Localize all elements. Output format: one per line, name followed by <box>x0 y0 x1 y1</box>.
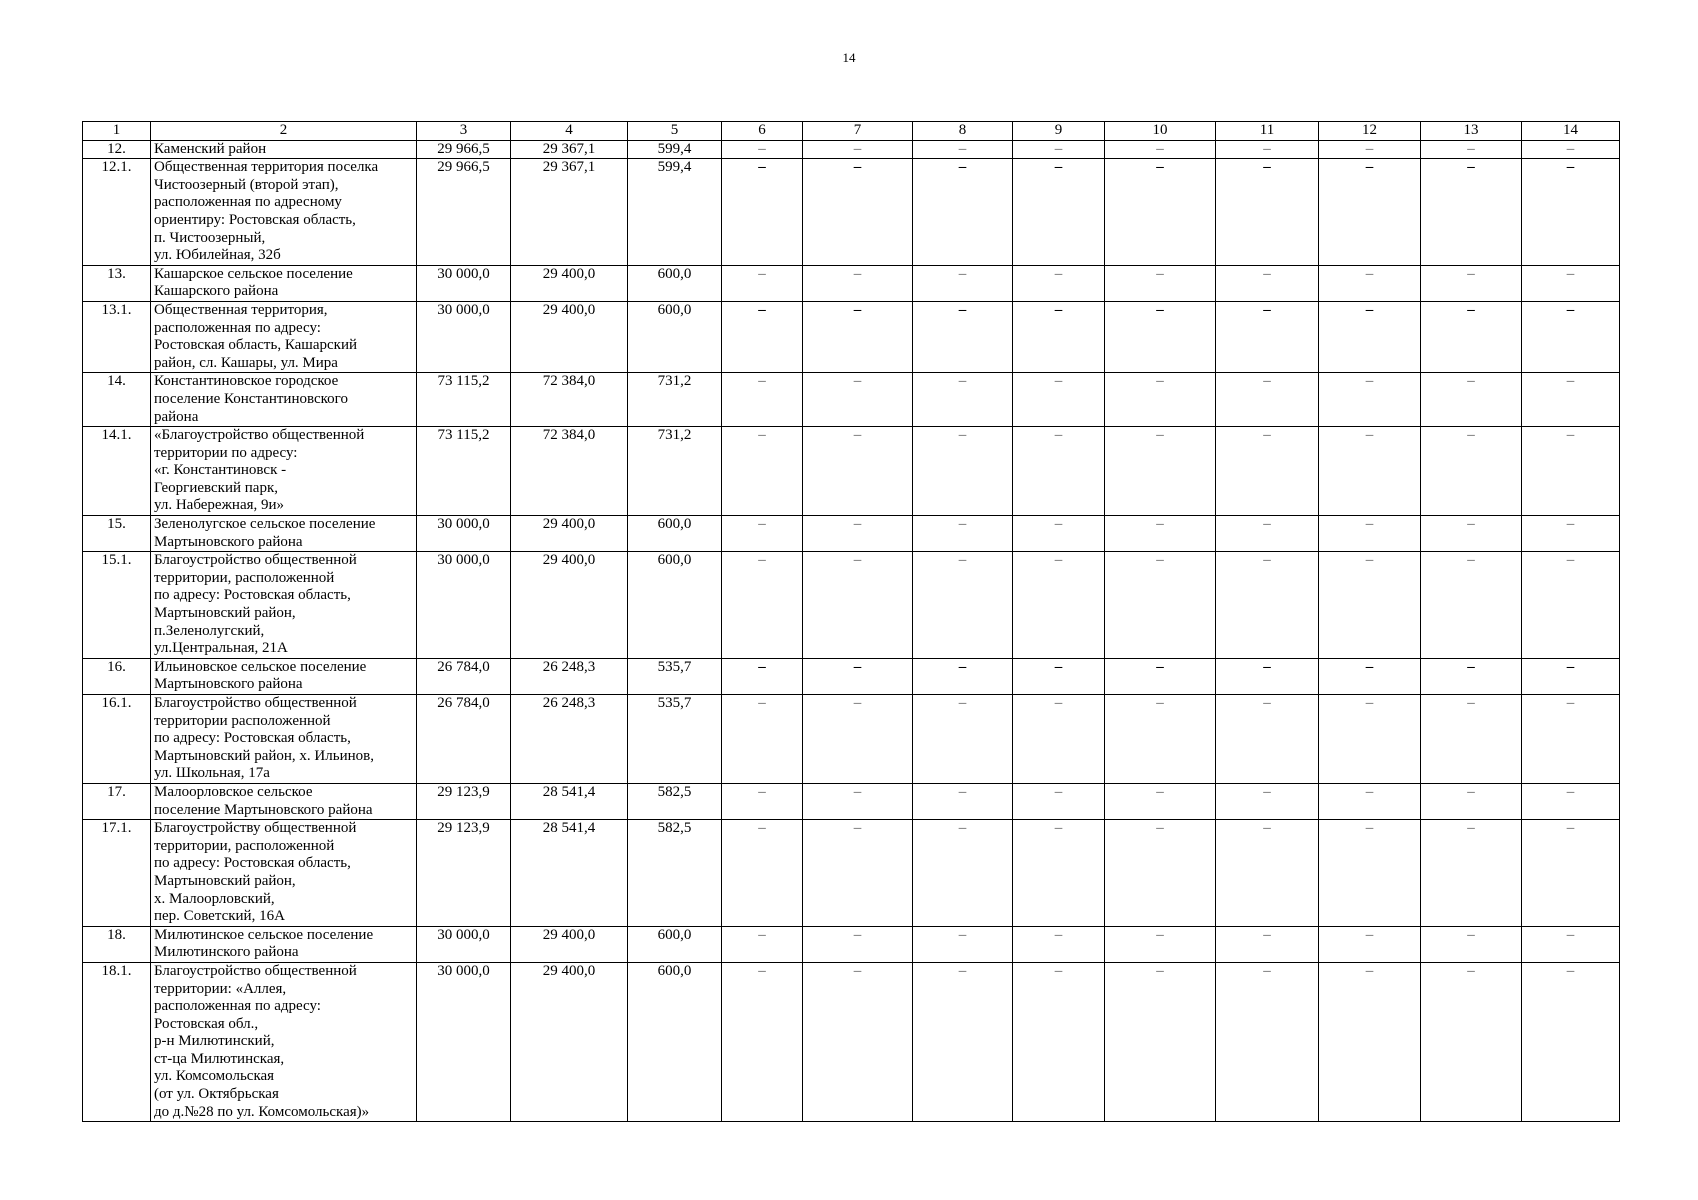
total-value: 30 000,0 <box>417 265 511 301</box>
empty-value: – <box>722 926 803 962</box>
empty-value: – <box>1319 301 1421 372</box>
table-row <box>83 820 1620 927</box>
empty-value: – <box>722 427 803 516</box>
empty-value: – <box>803 140 913 159</box>
column-header: 5 <box>628 122 722 141</box>
empty-value: – <box>1013 820 1105 927</box>
empty-value: – <box>1319 427 1421 516</box>
regional-value: 600,0 <box>628 926 722 962</box>
table-row <box>83 783 1620 819</box>
empty-value: – <box>913 658 1013 694</box>
object-name: Кашарское сельское поселение Кашарского района <box>151 265 417 301</box>
empty-value: – <box>913 552 1013 659</box>
object-name: Благоустройство общественной территории расположенной по адресу: Ростовская область, Мартыновский район, х. Ильинов, ул. Школьная, 17а <box>151 695 417 784</box>
column-header: 8 <box>913 122 1013 141</box>
federal-value: 26 248,3 <box>511 658 628 694</box>
empty-value: – <box>1319 926 1421 962</box>
column-header: 14 <box>1522 122 1620 141</box>
total-value: 30 000,0 <box>417 301 511 372</box>
row-number: 14.1. <box>83 427 151 516</box>
empty-value: – <box>913 695 1013 784</box>
federal-value: 29 367,1 <box>511 140 628 159</box>
empty-value: – <box>913 820 1013 927</box>
empty-value: – <box>803 783 913 819</box>
object-name: Благоустройство общественной территории, расположенной по адресу: Ростовская область, Мартыновский район, п.Зеленолугский, ул.Центральная, 21А <box>151 552 417 659</box>
empty-value: – <box>1013 516 1105 552</box>
empty-value: – <box>722 159 803 266</box>
empty-value: – <box>1319 658 1421 694</box>
empty-value: – <box>1522 658 1620 694</box>
table-row <box>83 516 1620 552</box>
table-row <box>83 695 1620 784</box>
empty-value: – <box>1319 962 1421 1121</box>
empty-value: – <box>803 427 913 516</box>
column-header: 7 <box>803 122 913 141</box>
row-number: 15.1. <box>83 552 151 659</box>
empty-value: – <box>803 516 913 552</box>
object-name: Благоустройству общественной территории, расположенной по адресу: Ростовская область, Мартыновский район, х. Малоорловский, пер. Советский, 16А <box>151 820 417 927</box>
empty-value: – <box>1421 159 1522 266</box>
empty-value: – <box>913 962 1013 1121</box>
empty-value: – <box>1522 962 1620 1121</box>
page-number: 14 <box>842 50 856 65</box>
federal-value: 28 541,4 <box>511 783 628 819</box>
column-header: 2 <box>151 122 417 141</box>
empty-value: – <box>1421 695 1522 784</box>
empty-value: – <box>803 695 913 784</box>
empty-value: – <box>1421 140 1522 159</box>
empty-value: – <box>1421 373 1522 427</box>
row-number: 17. <box>83 783 151 819</box>
row-number: 16.1. <box>83 695 151 784</box>
empty-value: – <box>1421 820 1522 927</box>
regional-value: 600,0 <box>628 962 722 1121</box>
regional-value: 731,2 <box>628 427 722 516</box>
empty-value: – <box>1216 962 1319 1121</box>
empty-value: – <box>1522 265 1620 301</box>
empty-value: – <box>1013 926 1105 962</box>
table-row <box>83 140 1620 159</box>
table-row <box>83 552 1620 659</box>
column-header: 13 <box>1421 122 1522 141</box>
empty-value: – <box>1013 695 1105 784</box>
empty-value: – <box>1319 265 1421 301</box>
table-row <box>83 373 1620 427</box>
empty-value: – <box>1105 962 1216 1121</box>
empty-value: – <box>913 926 1013 962</box>
empty-value: – <box>1216 373 1319 427</box>
empty-value: – <box>1522 516 1620 552</box>
federal-value: 26 248,3 <box>511 695 628 784</box>
empty-value: – <box>722 373 803 427</box>
empty-value: – <box>1216 516 1319 552</box>
empty-value: – <box>1105 658 1216 694</box>
empty-value: – <box>1522 159 1620 266</box>
federal-value: 29 400,0 <box>511 926 628 962</box>
empty-value: – <box>1319 820 1421 927</box>
empty-value: – <box>1421 926 1522 962</box>
empty-value: – <box>1319 516 1421 552</box>
regional-value: 731,2 <box>628 373 722 427</box>
object-name: Милютинское сельское поселение Милютинского района <box>151 926 417 962</box>
empty-value: – <box>1105 516 1216 552</box>
federal-value: 29 400,0 <box>511 552 628 659</box>
federal-value: 29 400,0 <box>511 301 628 372</box>
federal-value: 29 367,1 <box>511 159 628 266</box>
empty-value: – <box>1522 301 1620 372</box>
total-value: 73 115,2 <box>417 427 511 516</box>
row-number: 12. <box>83 140 151 159</box>
empty-value: – <box>1522 552 1620 659</box>
object-name: Константиновское городское поселение Константиновского района <box>151 373 417 427</box>
row-number: 13. <box>83 265 151 301</box>
object-name: «Благоустройство общественной территории по адресу: «г. Константиновск - Георгиевский парк, ул. Набережная, 9и» <box>151 427 417 516</box>
empty-value: – <box>1013 159 1105 266</box>
regional-value: 582,5 <box>628 820 722 927</box>
total-value: 30 000,0 <box>417 926 511 962</box>
empty-value: – <box>1105 140 1216 159</box>
empty-value: – <box>1105 373 1216 427</box>
row-number: 16. <box>83 658 151 694</box>
total-value: 29 966,5 <box>417 140 511 159</box>
empty-value: – <box>1105 926 1216 962</box>
empty-value: – <box>1216 926 1319 962</box>
empty-value: – <box>803 159 913 266</box>
regional-value: 582,5 <box>628 783 722 819</box>
empty-value: – <box>1319 695 1421 784</box>
federal-value: 72 384,0 <box>511 373 628 427</box>
total-value: 30 000,0 <box>417 962 511 1121</box>
table-row <box>83 962 1620 1121</box>
total-value: 29 123,9 <box>417 820 511 927</box>
empty-value: – <box>803 658 913 694</box>
empty-value: – <box>1013 552 1105 659</box>
empty-value: – <box>1319 373 1421 427</box>
empty-value: – <box>1105 159 1216 266</box>
empty-value: – <box>1216 820 1319 927</box>
empty-value: – <box>1105 820 1216 927</box>
empty-value: – <box>913 140 1013 159</box>
empty-value: – <box>1522 783 1620 819</box>
header-row <box>83 122 1620 141</box>
empty-value: – <box>913 427 1013 516</box>
empty-value: – <box>803 962 913 1121</box>
table-row <box>83 159 1620 266</box>
empty-value: – <box>1013 783 1105 819</box>
column-header: 4 <box>511 122 628 141</box>
empty-value: – <box>1216 783 1319 819</box>
total-value: 73 115,2 <box>417 373 511 427</box>
empty-value: – <box>722 516 803 552</box>
empty-value: – <box>1421 658 1522 694</box>
empty-value: – <box>722 783 803 819</box>
empty-value: – <box>1105 552 1216 659</box>
empty-value: – <box>803 301 913 372</box>
regional-value: 600,0 <box>628 552 722 659</box>
column-header: 11 <box>1216 122 1319 141</box>
total-value: 26 784,0 <box>417 695 511 784</box>
empty-value: – <box>913 159 1013 266</box>
column-header: 9 <box>1013 122 1105 141</box>
federal-value: 72 384,0 <box>511 427 628 516</box>
empty-value: – <box>1216 301 1319 372</box>
column-header: 6 <box>722 122 803 141</box>
object-name: Благоустройство общественной территории: «Аллея, расположенная по адресу: Ростовская обл., р-н Милютинский, ст-ца Милютинская, ул. Комсомольская (от ул. Октябрьская до д.№28 по ул. Комсомольская)» <box>151 962 417 1121</box>
empty-value: – <box>1013 658 1105 694</box>
federal-value: 29 400,0 <box>511 265 628 301</box>
column-header: 1 <box>83 122 151 141</box>
regional-value: 535,7 <box>628 695 722 784</box>
empty-value: – <box>722 658 803 694</box>
empty-value: – <box>1013 265 1105 301</box>
empty-value: – <box>722 962 803 1121</box>
object-name: Ильиновское сельское поселение Мартыновского района <box>151 658 417 694</box>
regional-value: 600,0 <box>628 265 722 301</box>
empty-value: – <box>1319 783 1421 819</box>
regional-value: 600,0 <box>628 516 722 552</box>
empty-value: – <box>1319 159 1421 266</box>
empty-value: – <box>1522 373 1620 427</box>
empty-value: – <box>722 552 803 659</box>
empty-value: – <box>913 783 1013 819</box>
empty-value: – <box>1421 962 1522 1121</box>
empty-value: – <box>1522 427 1620 516</box>
empty-value: – <box>722 265 803 301</box>
empty-value: – <box>1013 373 1105 427</box>
regional-value: 535,7 <box>628 658 722 694</box>
empty-value: – <box>1421 552 1522 659</box>
empty-value: – <box>1522 820 1620 927</box>
empty-value: – <box>1522 926 1620 962</box>
object-name: Малоорловское сельское поселение Мартыновского района <box>151 783 417 819</box>
empty-value: – <box>1319 140 1421 159</box>
federal-value: 29 400,0 <box>511 962 628 1121</box>
empty-value: – <box>722 301 803 372</box>
empty-value: – <box>1216 140 1319 159</box>
empty-value: – <box>1522 140 1620 159</box>
federal-value: 29 400,0 <box>511 516 628 552</box>
table-body <box>83 122 1620 1122</box>
row-number: 14. <box>83 373 151 427</box>
object-name: Общественная территория, расположенная по адресу: Ростовская область, Кашарский район, сл. Кашары, ул. Мира <box>151 301 417 372</box>
federal-value: 28 541,4 <box>511 820 628 927</box>
table-row <box>83 265 1620 301</box>
empty-value: – <box>1013 140 1105 159</box>
empty-value: – <box>1216 427 1319 516</box>
object-name: Каменский район <box>151 140 417 159</box>
object-name: Зеленолугское сельское поселение Мартыновского района <box>151 516 417 552</box>
empty-value: – <box>803 926 913 962</box>
empty-value: – <box>1013 301 1105 372</box>
table-row <box>83 427 1620 516</box>
regional-value: 599,4 <box>628 159 722 266</box>
empty-value: – <box>722 140 803 159</box>
column-header: 12 <box>1319 122 1421 141</box>
total-value: 26 784,0 <box>417 658 511 694</box>
empty-value: – <box>1216 265 1319 301</box>
empty-value: – <box>1105 427 1216 516</box>
empty-value: – <box>1013 427 1105 516</box>
empty-value: – <box>803 820 913 927</box>
empty-value: – <box>1216 159 1319 266</box>
table-row <box>83 658 1620 694</box>
regional-value: 599,4 <box>628 140 722 159</box>
row-number: 13.1. <box>83 301 151 372</box>
empty-value: – <box>1105 783 1216 819</box>
total-value: 29 123,9 <box>417 783 511 819</box>
row-number: 15. <box>83 516 151 552</box>
empty-value: – <box>803 265 913 301</box>
total-value: 29 966,5 <box>417 159 511 266</box>
object-name: Общественная территория поселка Чистоозерный (второй этап), расположенная по адресному ориентиру: Ростовская область, п. Чистоозерный, ул. Юбилейная, 32б <box>151 159 417 266</box>
empty-value: – <box>803 552 913 659</box>
empty-value: – <box>1421 265 1522 301</box>
empty-value: – <box>1216 552 1319 659</box>
empty-value: – <box>1216 658 1319 694</box>
empty-value: – <box>1319 552 1421 659</box>
row-number: 12.1. <box>83 159 151 266</box>
column-header: 3 <box>417 122 511 141</box>
empty-value: – <box>1105 695 1216 784</box>
table-row <box>83 301 1620 372</box>
total-value: 30 000,0 <box>417 552 511 659</box>
row-number: 18.1. <box>83 962 151 1121</box>
empty-value: – <box>1522 695 1620 784</box>
empty-value: – <box>803 373 913 427</box>
row-number: 18. <box>83 926 151 962</box>
row-number: 17.1. <box>83 820 151 927</box>
empty-value: – <box>1216 695 1319 784</box>
empty-value: – <box>913 373 1013 427</box>
empty-value: – <box>722 695 803 784</box>
empty-value: – <box>1013 962 1105 1121</box>
empty-value: – <box>1421 301 1522 372</box>
table-row <box>83 926 1620 962</box>
regional-value: 600,0 <box>628 301 722 372</box>
column-header: 10 <box>1105 122 1216 141</box>
empty-value: – <box>1105 301 1216 372</box>
total-value: 30 000,0 <box>417 516 511 552</box>
empty-value: – <box>1105 265 1216 301</box>
empty-value: – <box>1421 516 1522 552</box>
empty-value: – <box>913 516 1013 552</box>
empty-value: – <box>913 265 1013 301</box>
empty-value: – <box>1421 427 1522 516</box>
empty-value: – <box>913 301 1013 372</box>
empty-value: – <box>722 820 803 927</box>
empty-value: – <box>1421 783 1522 819</box>
budget-table <box>82 121 1620 1122</box>
